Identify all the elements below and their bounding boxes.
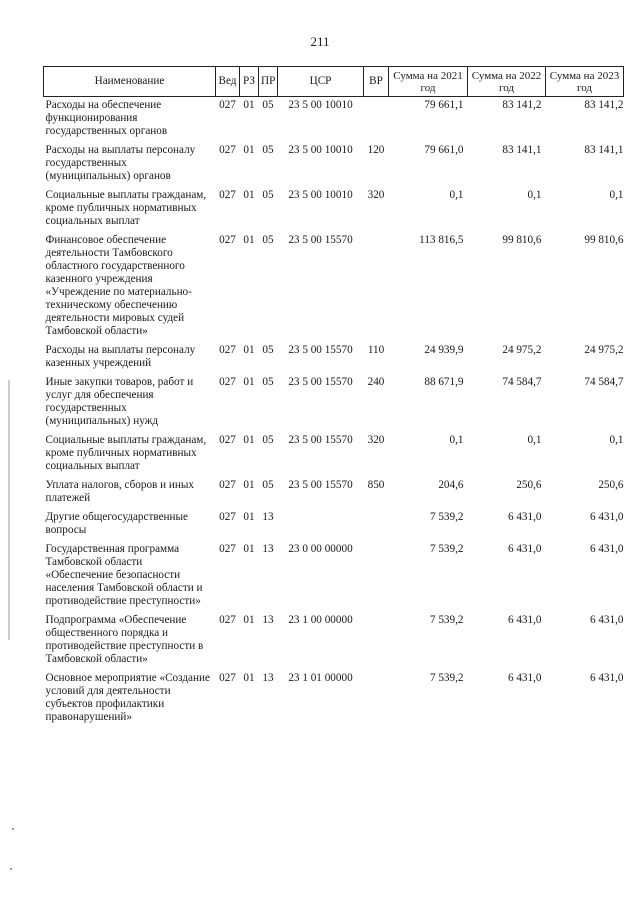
table-row [44,142,624,187]
row-sum-2022: 6 431,0 [507,614,542,626]
row-csr: 23 0 00 00000 [288,543,353,555]
row-sum-2021: 79 661,0 [424,144,464,156]
row-vr: 120 [367,144,385,156]
table-header-row [44,67,624,97]
row-name: Расходы на выплаты персоналу казенных учреждений [45,344,196,369]
row-name: Социальные выплаты гражданам, кроме публичных нормативных социальных выплат [45,189,207,227]
row-csr: 23 5 00 15570 [288,479,353,491]
row-sum-2021: 7 539,2 [429,543,464,555]
scan-artifact [12,828,14,830]
row-ved: 027 [219,479,236,491]
table-row [44,612,624,670]
row-name: Государственная программа Тамбовской области «Обеспечение безопасности населения Тамбовской области и противодействие преступности» [45,543,203,607]
row-pr: 05 [262,144,274,156]
row-name: Финансовое обеспечение деятельности Тамбовского областного государственного казенного учреждения «Учреждение по материально-техническому обеспечению деятельности мировых судей Тамбовской области» [45,234,192,337]
row-pr: 05 [262,99,274,111]
row-sum-2021: 204,6 [438,479,464,491]
row-csr: 23 1 01 00000 [288,672,353,684]
row-sum-2023: 0,1 [609,434,624,446]
row-rz: 01 [243,614,255,626]
row-csr: 23 1 00 00000 [288,614,353,626]
table-row [44,374,624,432]
header-sum-2021: Сумма на 2021 год [389,67,468,97]
row-name: Расходы на обеспечение функционирования государственных органов [45,99,168,137]
row-pr: 13 [262,543,274,555]
table-row [44,670,624,728]
header-csr: ЦСР [278,67,364,97]
row-ved: 027 [219,434,236,446]
scan-artifact [8,380,10,640]
row-name: Подпрограмма «Обеспечение общественного порядка и противодействие преступности в Тамбовской области» [45,614,204,665]
row-sum-2021: 113 816,5 [419,234,464,246]
row-sum-2022: 83 141,2 [502,99,542,111]
row-sum-2021: 7 539,2 [429,672,464,684]
row-pr: 13 [262,614,274,626]
scan-artifact [10,868,12,870]
row-pr: 13 [262,672,274,684]
row-name: Социальные выплаты гражданам, кроме публичных нормативных социальных выплат [45,434,207,472]
table-row [44,232,624,342]
row-rz: 01 [243,511,255,523]
row-ved: 027 [219,511,236,523]
row-rz: 01 [243,189,255,201]
row-csr: 23 5 00 15570 [288,344,353,356]
row-csr: 23 5 00 15570 [288,434,353,446]
header-vr: ВР [364,67,389,97]
row-sum-2023: 83 141,2 [584,99,624,111]
row-vr [364,97,389,143]
row-vr [364,509,389,541]
row-ved: 027 [219,234,236,246]
table-row [44,187,624,232]
row-rz: 01 [243,344,255,356]
row-sum-2022: 0,1 [527,189,542,201]
table-row [44,541,624,612]
table-row [44,477,624,509]
row-pr: 05 [262,189,274,201]
row-sum-2022: 24 975,2 [502,344,542,356]
row-sum-2022: 250,6 [516,479,542,491]
row-vr [364,612,389,670]
row-csr: 23 5 00 10010 [288,144,353,156]
row-ved: 027 [219,543,236,555]
table-row [44,509,624,541]
row-vr [364,670,389,728]
row-ved: 027 [219,614,236,626]
table-row [44,97,624,143]
row-name: Основное мероприятие «Создание условий для деятельности субъектов профилактики правонарушений» [45,672,210,723]
row-pr: 05 [262,479,274,491]
row-pr: 05 [262,234,274,246]
row-vr [364,232,389,342]
row-pr: 05 [262,376,274,388]
row-sum-2021: 7 539,2 [429,614,464,626]
row-ved: 027 [219,144,236,156]
table-row [44,342,624,374]
row-vr: 850 [367,479,385,491]
row-sum-2022: 0,1 [527,434,542,446]
row-name: Иные закупки товаров, работ и услуг для обеспечения государственных (муниципальных) нужд [45,376,194,427]
row-sum-2022: 6 431,0 [507,672,542,684]
row-sum-2023: 99 810,6 [584,234,624,246]
row-pr: 05 [262,434,274,446]
row-ved: 027 [219,376,236,388]
row-sum-2023: 83 141,1 [584,144,624,156]
row-name: Другие общегосударственные вопросы [45,511,189,536]
row-sum-2021: 88 671,9 [424,376,464,388]
row-name: Уплата налогов, сборов и иных платежей [45,479,195,504]
page-number: 211 [310,34,330,49]
row-name: Расходы на выплаты персоналу государственных (муниципальных) органов [45,144,196,182]
row-vr [364,541,389,612]
row-vr: 110 [367,344,385,356]
row-rz: 01 [243,234,255,246]
row-sum-2022: 99 810,6 [502,234,542,246]
row-sum-2023: 6 431,0 [589,511,624,523]
header-sum-2023: Сумма на 2023 год [546,67,624,97]
row-sum-2021: 0,1 [449,434,464,446]
row-csr: 23 5 00 10010 [288,99,353,111]
row-ved: 027 [219,99,236,111]
row-csr [278,509,364,541]
header-pr: ПР [259,67,278,97]
row-vr: 240 [367,376,385,388]
row-rz: 01 [243,144,255,156]
budget-table [43,66,624,728]
row-sum-2023: 74 584,7 [584,376,624,388]
row-sum-2023: 250,6 [598,479,624,491]
row-sum-2023: 24 975,2 [584,344,624,356]
row-sum-2023: 0,1 [609,189,624,201]
row-sum-2022: 83 141,1 [502,144,542,156]
row-ved: 027 [219,672,236,684]
row-csr: 23 5 00 15570 [288,376,353,388]
row-sum-2022: 6 431,0 [507,543,542,555]
row-rz: 01 [243,376,255,388]
header-sum-2022: Сумма на 2022 год [468,67,546,97]
row-sum-2021: 24 939,9 [424,344,464,356]
row-sum-2023: 6 431,0 [589,672,624,684]
row-csr: 23 5 00 15570 [288,234,353,246]
row-rz: 01 [243,479,255,491]
row-csr: 23 5 00 10010 [288,189,353,201]
row-sum-2022: 74 584,7 [502,376,542,388]
row-rz: 01 [243,672,255,684]
header-name: Наименование [44,67,216,97]
row-pr: 05 [262,344,274,356]
row-sum-2022: 6 431,0 [507,511,542,523]
header-ved: Вед [216,67,240,97]
row-sum-2021: 7 539,2 [429,511,464,523]
row-pr: 13 [262,511,274,523]
row-rz: 01 [243,99,255,111]
row-sum-2023: 6 431,0 [589,543,624,555]
row-sum-2023: 6 431,0 [589,614,624,626]
row-rz: 01 [243,434,255,446]
row-ved: 027 [219,189,236,201]
table-row [44,432,624,477]
row-ved: 027 [219,344,236,356]
row-rz: 01 [243,543,255,555]
row-vr: 320 [367,434,385,446]
row-sum-2021: 79 661,1 [424,99,464,111]
header-rz: РЗ [240,67,259,97]
row-vr: 320 [367,189,385,201]
row-sum-2021: 0,1 [449,189,464,201]
